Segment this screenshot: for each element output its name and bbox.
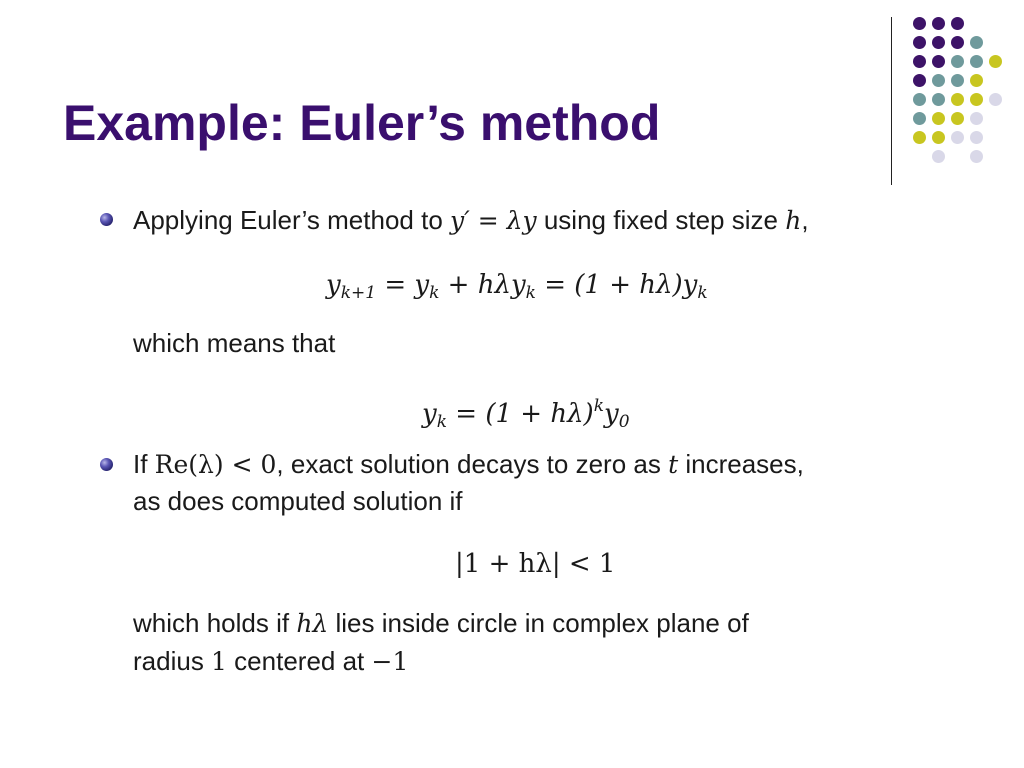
- decorative-dot: [932, 93, 945, 106]
- decorative-dot: [951, 93, 964, 106]
- slide-title: Example: Euler’s method: [63, 95, 661, 151]
- bullet-text-stability-condition: If Re(λ) < 0, exact solution decays to zero as t increases,: [133, 449, 804, 479]
- decorative-dot: [951, 74, 964, 87]
- decorative-dot: [970, 55, 983, 68]
- decorative-dot: [913, 131, 926, 144]
- decorative-dot: [913, 74, 926, 87]
- decorative-dot: [913, 36, 926, 49]
- decorative-dot: [970, 74, 983, 87]
- bullet-text-stability-line2: as does computed solution if: [133, 486, 463, 516]
- decorative-dot: [970, 36, 983, 49]
- decorative-dot: [913, 112, 926, 125]
- decorative-dot: [932, 55, 945, 68]
- decorative-dot: [951, 112, 964, 125]
- decorative-dot: [970, 150, 983, 163]
- decorative-dot: [932, 74, 945, 87]
- bullet-text-euler-applying: Applying Euler’s method to y′ = λy using fixed step size h,: [133, 205, 809, 235]
- decorative-dot: [989, 93, 1002, 106]
- title-divider: [891, 17, 892, 185]
- decorative-dot: [951, 36, 964, 49]
- decorative-dot: [951, 55, 964, 68]
- inline-equation-ode: y′ = λy: [450, 206, 537, 235]
- decorative-dot: [932, 36, 945, 49]
- decorative-dot: [970, 93, 983, 106]
- decorative-dot: [932, 17, 945, 30]
- equation-closed-form: $y_k = (1 + h\lambda)^ky_0$: [422, 396, 630, 432]
- decorative-dot: [970, 131, 983, 144]
- text-which-means-that: which means that: [133, 328, 336, 358]
- equation-euler-recurrence: $y_{k+1} = y_k + h\lambda y_k = (1 + h\lambda)y_k$: [326, 270, 708, 303]
- decorative-dot: [913, 17, 926, 30]
- decorative-dot: [913, 93, 926, 106]
- decorative-dot: [951, 17, 964, 30]
- text-radius-center: radius 1 centered at −1: [133, 646, 409, 676]
- bullet-icon: [100, 213, 113, 226]
- decorative-dot: [932, 150, 945, 163]
- decorative-dot: [970, 112, 983, 125]
- decorative-dot: [932, 112, 945, 125]
- decorative-dot: [913, 55, 926, 68]
- equation-stability-inequality: |1 + hλ| < 1: [455, 549, 616, 579]
- decorative-dot: [989, 55, 1002, 68]
- text-which-holds: which holds if hλ lies inside circle in complex plane of: [133, 608, 749, 638]
- decorative-dot: [951, 131, 964, 144]
- bullet-icon: [100, 458, 113, 471]
- decorative-dot: [932, 131, 945, 144]
